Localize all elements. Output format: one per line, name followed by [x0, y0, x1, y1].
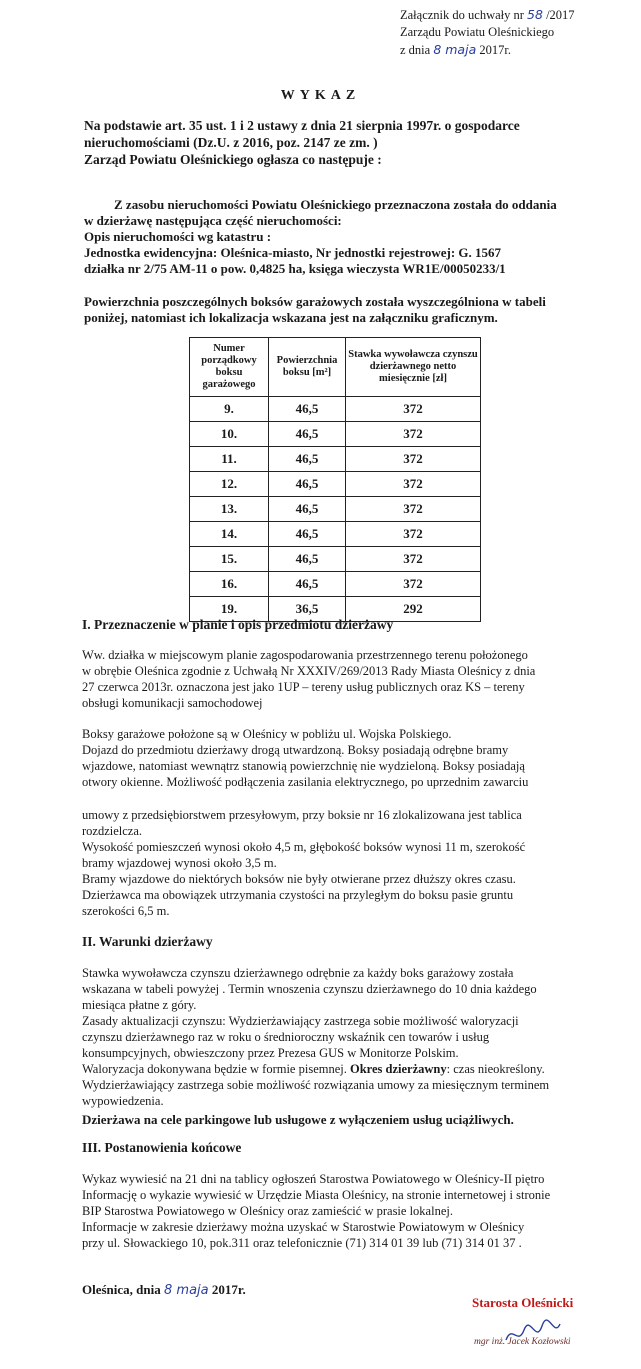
boxes-intro-line-2: poniżej, natomiast ich lokalizacja wskazana jest na załączniku graficznym.: [84, 310, 498, 325]
resolution-number-handwritten: 58: [527, 7, 543, 22]
box-rent: 372: [346, 447, 481, 472]
section-3-text: przy ul. Słowackiego 10, pok.311 oraz telefonicznie (71) 314 01 39 lub (71) 314 01 37 .: [82, 1236, 522, 1250]
section-1-text: obsługi komunikacji samochodowej: [82, 696, 263, 710]
page-title: WYKAZ: [280, 88, 361, 103]
box-area: 46,5: [269, 472, 346, 497]
table-row: [190, 497, 481, 522]
section-1-text: 27 czerwca 2013r. oznaczona jest jako 1UP – tereny usług publicznych oraz KS – tereny: [82, 680, 525, 694]
section-2-text: Zasady aktualizacji czynszu: Wydzierżawiający zastrzega sobie możliwość waloryzacji: [82, 1014, 519, 1028]
attachment-line1: Załącznik do uchwały nr: [400, 8, 528, 22]
section-1-text: szerokości 6,5 m.: [82, 904, 170, 918]
attachment-date-label: z dnia: [400, 43, 434, 57]
section-2-text: wskazana w tabeli powyżej . Termin wnoszenia czynszu dzierżawnego do 10 dnia każdego: [82, 982, 537, 996]
section-2-text: wypowiedzenia.: [82, 1094, 164, 1108]
section-1-text: Boksy garażowe położone są w Oleśnicy w pobliżu ul. Wojska Polskiego.: [82, 727, 452, 741]
intro-line-3: Zarząd Powiatu Oleśnickiego ogłasza co następuje :: [84, 152, 382, 167]
duration-label: Okres dzierżawny: [350, 1062, 447, 1076]
section-1-text: otwory okienne. Możliwość podłączenia zasilania elektrycznego, po uprzednim zawarciu: [82, 775, 529, 789]
property-line-4: Jednostka ewidencyjna: Oleśnica-miasto, Nr jednostki rejestrowej: G. 1567: [84, 245, 502, 260]
box-area: 46,5: [269, 397, 346, 422]
valorization-text: Waloryzacja dokonywana będzie w formie pisemnej.: [82, 1062, 347, 1076]
place-date-handwritten: 8 maja: [164, 1283, 209, 1298]
box-area: 46,5: [269, 522, 346, 547]
section-1-text: Ww. działka w miejscowym planie zagospodarowania przestrzennego terenu położonego: [82, 648, 528, 662]
section-1-text: wjazdowe, natomiast wewnątrz stanowią powierzchnię nie wydzieloną. Boksy posiadają: [82, 759, 525, 773]
box-rent: 372: [346, 522, 481, 547]
table-row: [190, 422, 481, 447]
section-2-text: konsumpcyjnych, obwieszczony przez Prezesa GUS w Monitorze Polskim.: [82, 1046, 459, 1060]
box-rent: 372: [346, 547, 481, 572]
section-1-text: Dzierżawca ma obowiązek utrzymania czystości na przyległym do boksu pasie gruntu: [82, 888, 514, 902]
box-area: 46,5: [269, 447, 346, 472]
property-line-1: Z zasobu nieruchomości Powiatu Oleśnickiego przeznaczona została do oddania: [114, 197, 557, 212]
box-area: 46,5: [269, 547, 346, 572]
box-area: 46,5: [269, 572, 346, 597]
section-1-heading: I. Przeznaczenie w planie i opis przedmiotu dzierżawy: [82, 617, 394, 632]
property-line-2: w dzierżawę następująca część nieruchomości:: [84, 213, 342, 228]
section-3-text: Wykaz wywiesić na 21 dni na tablicy ogłoszeń Starostwa Powiatowego w Oleśnicy-II piętro: [82, 1172, 545, 1186]
intro-line-1: Na podstawie art. 35 ust. 1 i 2 ustawy z dnia 21 sierpnia 1997r. o gospodarce: [84, 118, 520, 133]
box-number: 10.: [190, 422, 269, 447]
duration-value: : czas nieokreślony.: [446, 1062, 545, 1076]
col-rent-rate: Stawka wywoławcza czynszu dzierżawnego netto miesięcznie [zł]: [346, 338, 481, 397]
box-rent: 372: [346, 572, 481, 597]
section-1-text: Dojazd do przedmiotu dzierżawy drogą utwardzoną. Boksy posiadają odrębne bramy: [82, 743, 509, 757]
section-1-text: w obrębie Oleśnica zgodnie z Uchwałą Nr XXXIV/269/2013 Rady Miasta Oleśnicy z dnia: [82, 664, 536, 678]
section-3-text: BIP Starostwa Powiatowego w Oleśnicy oraz zamieścić w prasie lokalnej.: [82, 1204, 453, 1218]
place-date-label: Oleśnica, dnia: [82, 1282, 164, 1297]
section-1-text: Wysokość pomieszczeń wynosi około 4,5 m, głębokość boksów wynosi 11 m, szerokość: [82, 840, 526, 854]
col-box-area: Powierzchnia boksu [m²]: [269, 338, 346, 397]
section-3-heading: III. Postanowienia końcowe: [82, 1140, 242, 1155]
attachment-note: [400, 6, 575, 59]
box-number: 11.: [190, 447, 269, 472]
attachment-year: /2017: [542, 8, 575, 22]
section-2-valorization: [82, 1062, 545, 1078]
box-area: 36,5: [269, 597, 346, 622]
box-number: 19.: [190, 597, 269, 622]
table-header-row: [190, 338, 481, 397]
table-row: [190, 447, 481, 472]
box-rent: 372: [346, 497, 481, 522]
box-rent: 372: [346, 422, 481, 447]
attachment-date-year: 2017r.: [476, 43, 511, 57]
box-number: 16.: [190, 572, 269, 597]
table-row: [190, 572, 481, 597]
table-row: [190, 397, 481, 422]
table-row: [190, 547, 481, 572]
section-2-text: czynszu dzierżawnego raz w roku o średnioroczny wskaźnik cen towarów i usług: [82, 1030, 490, 1044]
box-area: 46,5: [269, 422, 346, 447]
section-1-text: rozdzielcza.: [82, 824, 143, 838]
box-number: 14.: [190, 522, 269, 547]
box-number: 15.: [190, 547, 269, 572]
box-rent: 372: [346, 472, 481, 497]
starosta-title: Starosta Oleśnicki: [472, 1295, 574, 1310]
attachment-date-handwritten: 8 maja: [433, 42, 477, 57]
section-2-text: Wydzierżawiający zastrzega sobie możliwość rozwiązania umowy za miesięcznym terminem: [82, 1078, 550, 1092]
signatory-name: mgr inż. Jacek Kozłowski: [474, 1337, 571, 1347]
table-row: [190, 522, 481, 547]
section-1-text: bramy wjazdowej wynosi około 3,5 m.: [82, 856, 277, 870]
box-area: 46,5: [269, 497, 346, 522]
place-date-year: 2017r.: [208, 1282, 246, 1297]
property-line-5: działka nr 2/75 AM-11 o pow. 0,4825 ha, księga wieczysta WR1E/00050233/1: [84, 261, 506, 276]
place-and-date: [82, 1282, 246, 1298]
section-3-text: Informację o wykazie wywiesić w Urzędzie Miasta Oleśnicy, na stronie internetowej i stronie: [82, 1188, 551, 1202]
section-2-heading: II. Warunki dzierżawy: [82, 934, 213, 949]
attachment-line2: Zarządu Powiatu Oleśnickiego: [400, 25, 555, 39]
box-rent: 292: [346, 597, 481, 622]
garage-boxes-table: [189, 337, 481, 622]
intro-line-2: nieruchomościami (Dz.U. z 2016, poz. 2147 ze zm. ): [84, 135, 378, 150]
section-2-text: Stawka wywoławcza czynszu dzierżawnego odrębnie za każdy boks garażowy została: [82, 966, 514, 980]
section-1-text: Bramy wjazdowe do niektórych boksów nie były otwierane przez dłuższy okres czasu.: [82, 872, 516, 886]
box-number: 12.: [190, 472, 269, 497]
section-1-text: umowy z przedsiębiorstwem przesyłowym, przy boksie nr 16 zlokalizowana jest tablica: [82, 808, 522, 822]
section-2-bold-note: Dzierżawa na cele parkingowe lub usługowe z wyłączeniem usług uciążliwych.: [82, 1112, 514, 1127]
boxes-intro-line-1: Powierzchnia poszczególnych boksów garażowych została wyszczególniona w tabeli: [84, 294, 546, 309]
section-2-text: miesiąca płatne z góry.: [82, 998, 197, 1012]
col-box-number: Numer porządkowy boksu garażowego: [190, 338, 269, 397]
box-rent: 372: [346, 397, 481, 422]
property-line-3: Opis nieruchomości wg katastru :: [84, 229, 272, 244]
signature-stamp: [472, 1295, 573, 1311]
box-number: 13.: [190, 497, 269, 522]
section-3-text: Informacje w zakresie dzierżawy można uzyskać w Starostwie Powiatowym w Oleśnicy: [82, 1220, 525, 1234]
table-row: [190, 472, 481, 497]
box-number: 9.: [190, 397, 269, 422]
